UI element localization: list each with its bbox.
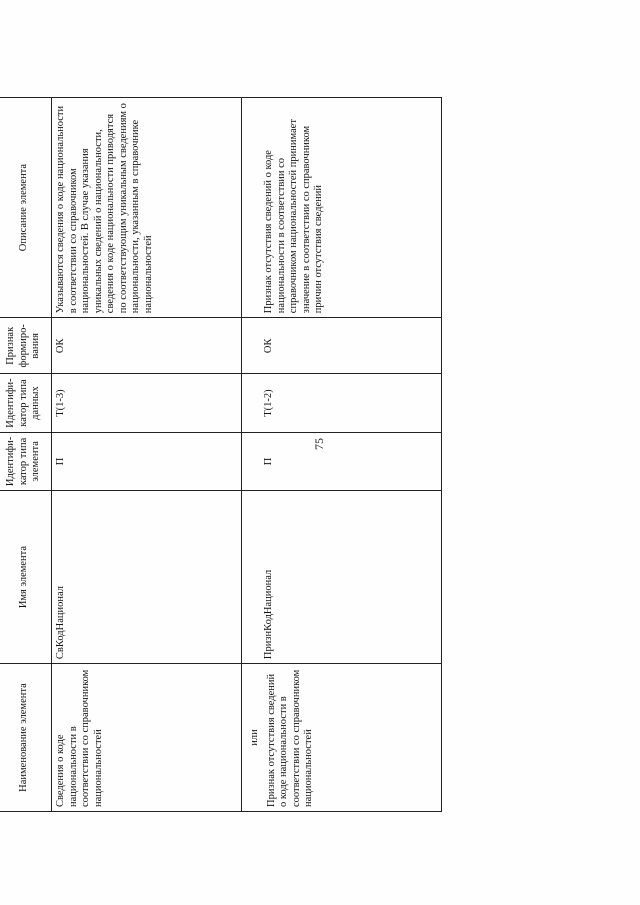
row-data-type: T(1-3) <box>52 374 242 432</box>
header-elem-type: Идентифи-катор типа элемента <box>0 432 52 490</box>
row-formation-text: ОК <box>263 338 274 354</box>
row-name: Сведения о коде национальности в соответствии со справочником национальностей <box>52 664 242 812</box>
row-elem-type-text: П <box>263 457 274 466</box>
header-formation: Признак формиро-вания <box>0 318 52 374</box>
row-formation: ОК <box>52 318 242 374</box>
row-description: Указываются сведения о коде национальности в соответствии со справочником национальностей. В случае указания уникальных сведений о национальности, сведения о коде национальности приводятся по соответствующим уникальным сведениям о национальности, указанным в справочнике национальностей <box>52 98 242 318</box>
rotated-page-content <box>0 53 474 853</box>
row-name-text: Признак отсутствия сведений о коде национальности в соответствии со справочником национальностей <box>265 669 314 807</box>
table-row <box>242 98 442 812</box>
row-element: СвКодНационал <box>52 491 242 664</box>
header-description: Описание элемента <box>0 98 52 318</box>
page-number: 75 <box>312 438 326 450</box>
header-data-type: Идентифи-катор типа данных <box>0 374 52 432</box>
row-elem-type <box>242 432 442 490</box>
row-data-type <box>242 374 442 432</box>
row-name <box>242 664 442 812</box>
row-formation <box>242 318 442 374</box>
row-element <box>242 491 442 664</box>
table-header-row <box>0 98 52 812</box>
header-element: Имя элемента <box>0 491 52 664</box>
elements-table <box>0 97 442 812</box>
or-label: или <box>249 729 260 746</box>
row-elem-type: П <box>52 432 242 490</box>
row-data-type-text: T(1-2) <box>263 389 274 417</box>
row-description <box>242 98 442 318</box>
row-element-text: ПризнКодНационал <box>263 569 274 660</box>
header-name: Наименование элемента <box>0 664 52 812</box>
row-description-text: Признак отсутствия сведений о коде национальности в соответствии со справочником национальностей принимает значение в соответствии со справочником причин отсутствия сведений <box>263 119 324 314</box>
table-row <box>52 98 242 812</box>
